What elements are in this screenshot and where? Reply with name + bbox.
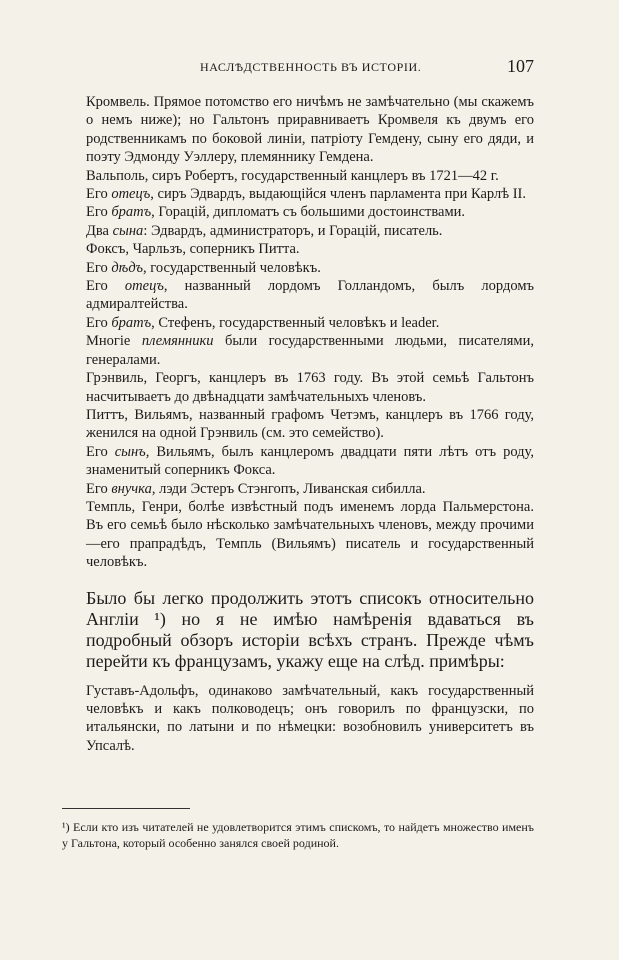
footnote: ¹) Если кто изъ читателей не удовлетворится этимъ спискомъ, то найдетъ множество именъ у Гальтона, который особенно занялся своей родиной. [62,820,534,850]
entry-paragraph [86,185,534,203]
text-run: были государственными людьми, писателями, генералами. [86,333,534,368]
entry-paragraph [86,498,534,572]
closing-paragraph: Густавъ-Адольфъ, одинаково замѣчательный, какъ государственный человѣкъ и какъ полководецъ; онъ говорилъ по французски, по итальянски, по латыни и по нѣмецки: возобновилъ университетъ въ Упсалѣ. [86,682,534,754]
footnote-rule [62,808,190,809]
entry-paragraph [86,222,534,240]
text-run: , сиръ Эдвардъ, выдающійся членъ парламента при Карлѣ II. [150,186,526,203]
entry-paragraph [86,443,534,480]
entry-paragraph [86,240,534,258]
text-run: , государственный человѣкъ. [143,259,321,276]
italic-text: сына [112,222,144,239]
text-run: , Вильямъ, былъ канцлеромъ двадцати пяти лѣтъ отъ роду, знаменитый соперникъ Фокса. [86,443,534,479]
text-run: Его [86,314,112,331]
large-paragraph: Было бы легко продолжить этотъ списокъ относительно Англіи ¹) но я не имѣю намѣренія вдаваться въ подробный обзоръ исторіи всѣхъ странъ. Прежде чѣмъ перейти къ французамъ, укажу еще на слѣд. примѣры: [86,587,534,671]
entry-paragraph [86,167,534,185]
entry-paragraph [86,314,534,332]
page-header [88,56,534,80]
text-run: : Эдвардъ, администраторъ, и Горацій, писатель. [143,222,443,239]
text-run: Питтъ, Вильямъ, названный графомъ Четэмъ, канцлеръ въ 1766 году, женился на одной Грэнвиль (см. это семейство). [86,406,534,442]
italic-text: племянники [141,333,214,350]
entry-paragraph [86,203,534,221]
text-run: Два [86,222,113,239]
text-run: Его [86,443,115,460]
text-run: Многіе [86,333,142,350]
text-run: Его [86,480,112,497]
closing-block [86,682,534,756]
text-run: Вальполь, сиръ Робертъ, государственный канцлеръ въ 1721—42 г. [86,167,499,184]
entry-paragraph [86,93,534,167]
italic-text: братъ [111,204,152,221]
page-number: 107 [507,56,534,76]
entry-paragraph [86,406,534,443]
text-run: Кромвель. Прямое потомство его ничѣмъ не замѣчательно (мы скажемъ о немъ ниже); но Гальтонъ приравниваетъ Кромвеля къ двумъ его родственникамъ по боковой линіи, патріоту Гемдену, сыну его дяди, и поэту Эдмонду Уэллеру, племяннику Гемдена. [86,94,534,166]
text-run: , Горацій, дипломатъ съ большими достоинствами. [151,204,466,221]
text-run: Его [86,278,125,295]
text-run: Темпль, Генри, болѣе извѣстный подъ именемъ лорда Пальмерстона. Въ его семьѣ было нѣсколько замѣчательныхъ членовъ, между прочими—его прапрадѣдъ, Темпль (Вильямъ) писатель и государственный человѣкъ. [86,498,534,571]
text-run: Его [86,204,112,221]
text-run: Его [86,186,112,203]
italic-text: отецъ [111,186,151,203]
entry-list [86,93,534,572]
italic-text: отецъ [124,278,164,295]
italic-text: внучка [111,480,152,497]
italic-text: дѣдъ [111,259,144,276]
italic-text: братъ [111,314,152,331]
text-run: , лэди Эстеръ Стэнгопъ, Ливанская сибилла. [151,480,426,497]
body-text [86,93,534,755]
entry-paragraph [86,480,534,498]
italic-text: сынъ [114,443,146,460]
text-run: , Стефенъ, государственный человѣкъ и leader. [151,314,440,331]
text-run: Фоксъ, Чарльзъ, соперникъ Питта. [86,241,300,258]
text-run: Его [86,259,112,276]
running-title: НАСЛѢДСТВЕННОСТЬ ВЪ ИСТОРІИ. [200,60,422,74]
large-paragraph-block [86,588,534,672]
entry-paragraph [86,259,534,277]
entry-paragraph [86,277,534,314]
entry-paragraph [86,332,534,369]
entry-paragraph [86,369,534,406]
text-run: , названный лордомъ Голландомъ, былъ лордомъ адмиралтейства. [86,278,534,313]
text-run: Грэнвиль, Георгъ, канцлеръ въ 1763 году. Въ этой семьѣ Гальтонъ насчитываетъ до двѣнадцати замѣчательныхъ членовъ. [86,370,534,405]
